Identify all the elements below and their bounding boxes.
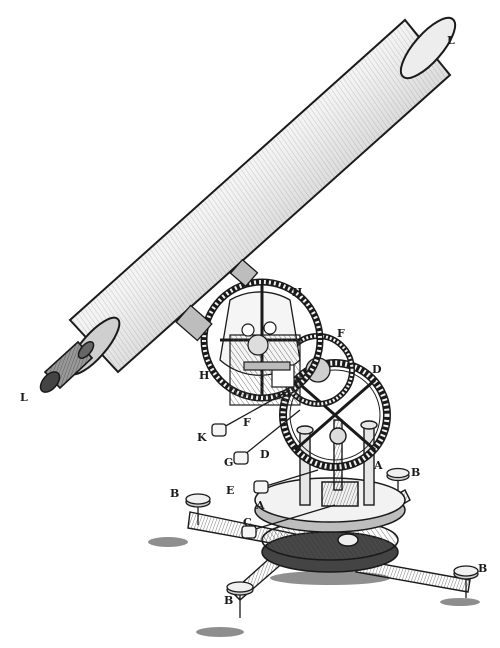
label-F-lower: F	[243, 416, 251, 429]
label-C: C	[243, 516, 252, 529]
label-A-left: A	[256, 499, 265, 512]
label-B-front: B	[224, 594, 234, 607]
label-L-tube-end: L	[447, 34, 455, 47]
label-D-lower: D	[260, 448, 270, 461]
label-E: E	[226, 484, 235, 497]
label-H-lower: H	[199, 369, 210, 382]
label-K: K	[197, 431, 207, 444]
label-D-upper: D	[372, 363, 382, 376]
central-mechanism	[230, 322, 300, 405]
label-L-eyepiece: L	[20, 391, 28, 404]
label-B-right: B	[411, 466, 421, 479]
label-H-upper: H	[292, 286, 303, 299]
azimuth-base	[255, 478, 405, 572]
label-G: G	[224, 456, 234, 469]
label-B-far-right: B	[478, 562, 488, 575]
label-F-upper: F	[337, 327, 345, 340]
label-A-right: A	[374, 459, 383, 472]
label-B-left: B	[170, 487, 180, 500]
